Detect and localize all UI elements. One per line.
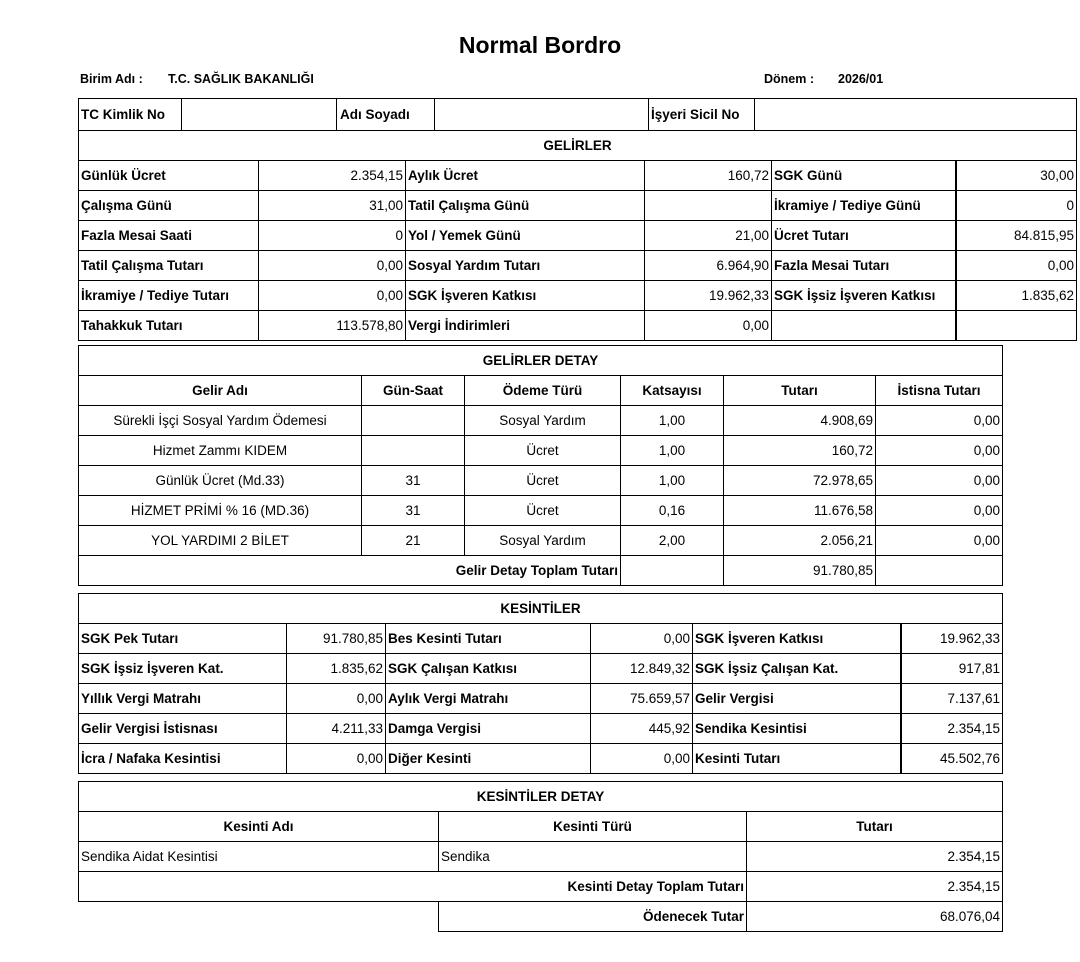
page-title: Normal Bordro: [458, 32, 622, 58]
cell-label: Diğer Kesinti: [386, 744, 591, 774]
birim-label: Birim Adı :: [80, 72, 143, 86]
table-row: [79, 496, 1003, 526]
cell-label: Kesinti Tutarı: [693, 744, 901, 774]
cell-label: SGK Günü: [772, 161, 956, 191]
cell-label: Fazla Mesai Saati: [79, 221, 259, 251]
odeme-turu: Ücret: [465, 496, 621, 526]
cell-label: Tahakkuk Tutarı: [79, 311, 259, 341]
cell-value: 0,00: [591, 624, 693, 654]
table-total-row: [79, 872, 1003, 902]
cell-value: 0,00: [287, 684, 386, 714]
cell-value: 30,00: [956, 161, 1077, 191]
table-row: [79, 714, 1003, 744]
cell-label: Gelir Vergisi: [693, 684, 901, 714]
table-row: [79, 251, 1077, 281]
cell-label: [772, 311, 956, 341]
table-header-row: [79, 376, 1003, 406]
cell-value: 45.502,76: [901, 744, 1003, 774]
gun-saat: [362, 436, 465, 466]
gelir-adi: Hizmet Zammı KIDEM: [79, 436, 362, 466]
katsayisi: 0,16: [621, 496, 724, 526]
table-row: [79, 744, 1003, 774]
kesinti-tutari: 2.354,15: [747, 842, 1003, 872]
kesinti-turu: Sendika: [439, 842, 747, 872]
gelirler-table: [78, 98, 1077, 341]
table-row: [79, 161, 1077, 191]
tutari: 2.056,21: [724, 526, 876, 556]
cell-value: 0: [259, 221, 406, 251]
cell-label: Vergi İndirimleri: [406, 311, 645, 341]
table-row: [79, 191, 1077, 221]
birim-value: T.C. SAĞLIK BAKANLIĞI: [168, 72, 314, 86]
column-header: Tutarı: [747, 812, 1003, 842]
istisna-tutari: 0,00: [876, 466, 1003, 496]
empty-cell: [876, 556, 1003, 586]
cell-value: 6.964,90: [645, 251, 772, 281]
cell-value: 1.835,62: [956, 281, 1077, 311]
tc-kimlik-label: TC Kimlik No: [79, 99, 182, 130]
table-total-row: [79, 556, 1003, 586]
donem-value: 2026/01: [838, 72, 884, 86]
istisna-tutari: 0,00: [876, 406, 1003, 436]
cell-label: SGK Pek Tutarı: [79, 624, 287, 654]
cell-label: SGK İşveren Katkısı: [693, 624, 901, 654]
kesinti-detay-total-value: 2.354,15: [747, 872, 1003, 902]
tutari: 4.908,69: [724, 406, 876, 436]
empty-cell: [621, 556, 724, 586]
ad-soyadi-value: [435, 99, 649, 130]
gelir-detay-total-value: 91.780,85: [724, 556, 876, 586]
table-row: [79, 466, 1003, 496]
cell-value: 1.835,62: [287, 654, 386, 684]
column-header: Kesinti Türü: [439, 812, 747, 842]
cell-value: 0,00: [259, 251, 406, 281]
katsayisi: 2,00: [621, 526, 724, 556]
katsayisi: 1,00: [621, 406, 724, 436]
cell-label: İkramiye / Tediye Günü: [772, 191, 956, 221]
column-header: Gelir Adı: [79, 376, 362, 406]
gun-saat: [362, 406, 465, 436]
cell-label: SGK İşsiz İşveren Katkısı: [772, 281, 956, 311]
cell-value: 445,92: [591, 714, 693, 744]
cell-value: 0: [956, 191, 1077, 221]
gun-saat: 31: [362, 496, 465, 526]
odeme-turu: Sosyal Yardım: [465, 526, 621, 556]
table-header-row: [79, 812, 1003, 842]
cell-label: Yıllık Vergi Matrahı: [79, 684, 287, 714]
gelir-adi: Günlük Ücret (Md.33): [79, 466, 362, 496]
kesintiler-detay-table: [78, 781, 1003, 932]
tutari: 160,72: [724, 436, 876, 466]
isyeri-sicil-label: İşyeri Sicil No: [649, 99, 755, 130]
column-header: Tutarı: [724, 376, 876, 406]
kesinti-adi: Sendika Aidat Kesintisi: [79, 842, 439, 872]
column-header: Kesinti Adı: [79, 812, 439, 842]
table-row: [79, 436, 1003, 466]
odenecek-tutar-value: 68.076,04: [747, 902, 1003, 932]
cell-value: 2.354,15: [259, 161, 406, 191]
cell-value: 0,00: [645, 311, 772, 341]
cell-label: Bes Kesinti Tutarı: [386, 624, 591, 654]
kesintiler-title: KESİNTİLER: [79, 594, 1003, 624]
cell-value: 2.354,15: [901, 714, 1003, 744]
cell-label: Ücret Tutarı: [772, 221, 956, 251]
cell-label: Sendika Kesintisi: [693, 714, 901, 744]
table-row: [79, 526, 1003, 556]
gelir-detay-total-label: Gelir Detay Toplam Tutarı: [79, 556, 621, 586]
cell-value: 12.849,32: [591, 654, 693, 684]
cell-label: Fazla Mesai Tutarı: [772, 251, 956, 281]
cell-value: 160,72: [645, 161, 772, 191]
istisna-tutari: 0,00: [876, 496, 1003, 526]
table-row: [79, 654, 1003, 684]
cell-label: SGK İşveren Katkısı: [406, 281, 645, 311]
odenecek-tutar-label: Ödenecek Tutar: [439, 902, 747, 932]
cell-value: 0,00: [591, 744, 693, 774]
gelirler-title: GELİRLER: [79, 131, 1077, 161]
kesintiler-table: [78, 593, 1003, 774]
kesinti-detay-total-label: Kesinti Detay Toplam Tutarı: [439, 872, 747, 902]
odeme-turu: Ücret: [465, 466, 621, 496]
table-row: [79, 842, 1003, 872]
cell-label: SGK İşsiz Çalışan Kat.: [693, 654, 901, 684]
gun-saat: 21: [362, 526, 465, 556]
gelirler-detay-title: GELİRLER DETAY: [79, 346, 1003, 376]
istisna-tutari: 0,00: [876, 436, 1003, 466]
table-row: [79, 311, 1077, 341]
cell-value: 21,00: [645, 221, 772, 251]
gelir-adi: HİZMET PRİMİ % 16 (MD.36): [79, 496, 362, 526]
cell-value: 113.578,80: [259, 311, 406, 341]
cell-value: 0,00: [259, 281, 406, 311]
isyeri-sicil-value: [755, 99, 1076, 130]
cell-label: Günlük Ücret: [79, 161, 259, 191]
tutari: 72.978,65: [724, 466, 876, 496]
cell-label: Tatil Çalışma Tutarı: [79, 251, 259, 281]
table-row: [79, 281, 1077, 311]
table-row: [79, 406, 1003, 436]
cell-value: 917,81: [901, 654, 1003, 684]
cell-label: Damga Vergisi: [386, 714, 591, 744]
cell-label: İcra / Nafaka Kesintisi: [79, 744, 287, 774]
gelir-adi: Sürekli İşçi Sosyal Yardım Ödemesi: [79, 406, 362, 436]
kesintiler-detay-title: KESİNTİLER DETAY: [79, 782, 1003, 812]
tutari: 11.676,58: [724, 496, 876, 526]
cell-label: Gelir Vergisi İstisnası: [79, 714, 287, 744]
donem-label: Dönem :: [764, 72, 814, 86]
cell-value: 0,00: [956, 251, 1077, 281]
cell-value: 84.815,95: [956, 221, 1077, 251]
table-row: [79, 624, 1003, 654]
cell-label: SGK İşsiz İşveren Kat.: [79, 654, 287, 684]
ad-soyadi-label: Adı Soyadı: [337, 99, 435, 130]
table-row: [79, 221, 1077, 251]
cell-label: SGK Çalışan Katkısı: [386, 654, 591, 684]
empty-cell: [79, 872, 439, 902]
cell-value: [645, 191, 772, 221]
katsayisi: 1,00: [621, 436, 724, 466]
istisna-tutari: 0,00: [876, 526, 1003, 556]
gelir-adi: YOL YARDIMI 2 BİLET: [79, 526, 362, 556]
cell-value: [956, 311, 1077, 341]
gelirler-detay-table: [78, 345, 1003, 586]
cell-label: Sosyal Yardım Tutarı: [406, 251, 645, 281]
cell-label: İkramiye / Tediye Tutarı: [79, 281, 259, 311]
gun-saat: 31: [362, 466, 465, 496]
cell-value: 4.211,33: [287, 714, 386, 744]
cell-value: 7.137,61: [901, 684, 1003, 714]
odeme-turu: Sosyal Yardım: [465, 406, 621, 436]
column-header: Katsayısı: [621, 376, 724, 406]
cell-value: 19.962,33: [645, 281, 772, 311]
cell-label: Yol / Yemek Günü: [406, 221, 645, 251]
empty-cell: [79, 902, 439, 932]
cell-value: 31,00: [259, 191, 406, 221]
tc-kimlik-value: [182, 99, 337, 130]
column-header: Ödeme Türü: [465, 376, 621, 406]
column-header: İstisna Tutarı: [876, 376, 1003, 406]
table-row: [79, 684, 1003, 714]
cell-label: Aylık Vergi Matrahı: [386, 684, 591, 714]
cell-value: 91.780,85: [287, 624, 386, 654]
column-header: Gün-Saat: [362, 376, 465, 406]
cell-label: Çalışma Günü: [79, 191, 259, 221]
cell-value: 75.659,57: [591, 684, 693, 714]
katsayisi: 1,00: [621, 466, 724, 496]
cell-label: Tatil Çalışma Günü: [406, 191, 645, 221]
odeme-turu: Ücret: [465, 436, 621, 466]
cell-value: 19.962,33: [901, 624, 1003, 654]
net-pay-row: [79, 902, 1003, 932]
cell-value: 0,00: [287, 744, 386, 774]
cell-label: Aylık Ücret: [406, 161, 645, 191]
